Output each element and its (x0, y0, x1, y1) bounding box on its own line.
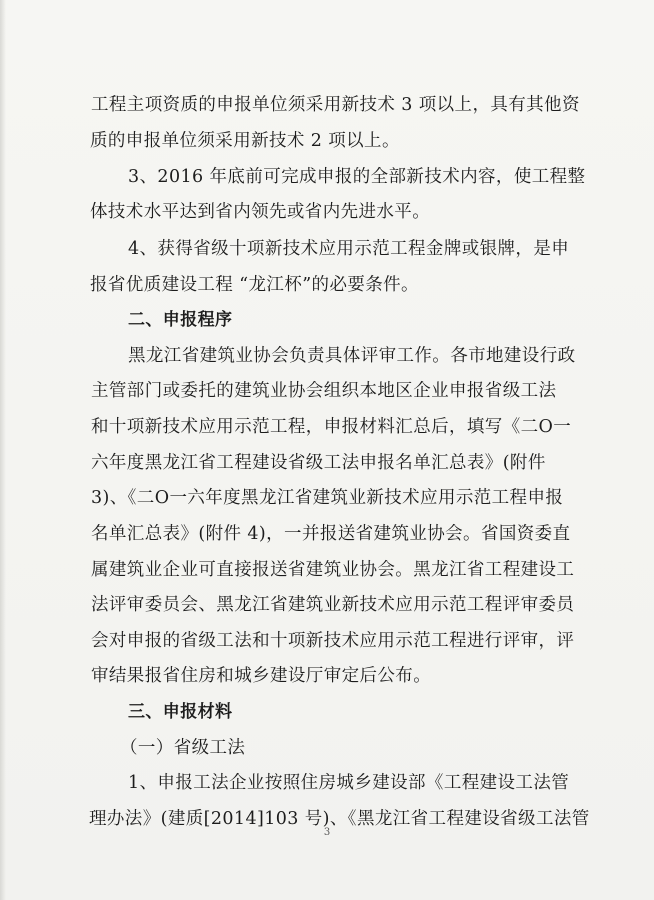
section-heading-procedure: 二、申报程序 (128, 310, 233, 330)
paragraph-line: 和十项新技术应用示范工程，申报材料汇总后，填写《二O一 (91, 417, 572, 437)
paragraph-line: 法评审委员会、黑龙江省建筑业新技术应用示范工程评审委员 (91, 595, 575, 615)
paragraph-line: 主管部门或委托的建筑业协会组织本地区企业申报省级工法 (91, 381, 557, 401)
paragraph-line: 3、2016 年底前可完成申报的全部新技术内容，使工程整 (128, 167, 586, 187)
paragraph-line: 名单汇总表》(附件 4)，一并报送省建筑业协会。省国资委直 (91, 524, 571, 544)
paragraph-line: 会对申报的省级工法和十项新技术应用示范工程进行评审，评 (91, 631, 575, 651)
scan-edge-shadow (0, 0, 6, 900)
paragraph-line: 黑龙江省建筑业协会负责具体评审工作。各市地建设行政 (128, 346, 576, 366)
paragraph-line: 报省优质建设工程 “龙江杯”的必要条件。 (90, 275, 419, 295)
paragraph-line: 审结果报省住房和城乡建设厅审定后公布。 (91, 666, 432, 686)
paragraph-line: 3)、《二O一六年度黑龙江省建筑业新技术应用示范工程申报 (91, 488, 564, 508)
page-number: 3 (323, 827, 331, 838)
paragraph-line: 质的申报单位须采用新技术 2 项以上。 (90, 131, 400, 151)
paragraph-line: 1、申报工法企业按照住房城乡建设部《工程建设工法管 (128, 773, 570, 793)
paragraph-line: 体技术水平达到省内领先或省内先进水平。 (90, 202, 431, 222)
subheading-provincial-method: （一）省级工法 (120, 738, 246, 758)
paragraph-line: 理办法》(建质[2014]103 号)、《黑龙江省工程建设省级工法管 (89, 809, 590, 829)
paragraph-line: 工程主项资质的申报单位须采用新技术 3 项以上，具有其他资 (91, 95, 580, 115)
section-heading-materials: 三、申报材料 (128, 702, 233, 722)
paragraph-line: 属建筑业企业可直接报送省建筑业协会。黑龙江省工程建设工 (91, 560, 575, 580)
paragraph-line: 4、获得省级十项新技术应用示范工程金牌或银牌，是申 (128, 239, 570, 259)
paragraph-line: 六年度黑龙江省工程建设省级工法申报名单汇总表》(附件 (91, 453, 546, 473)
